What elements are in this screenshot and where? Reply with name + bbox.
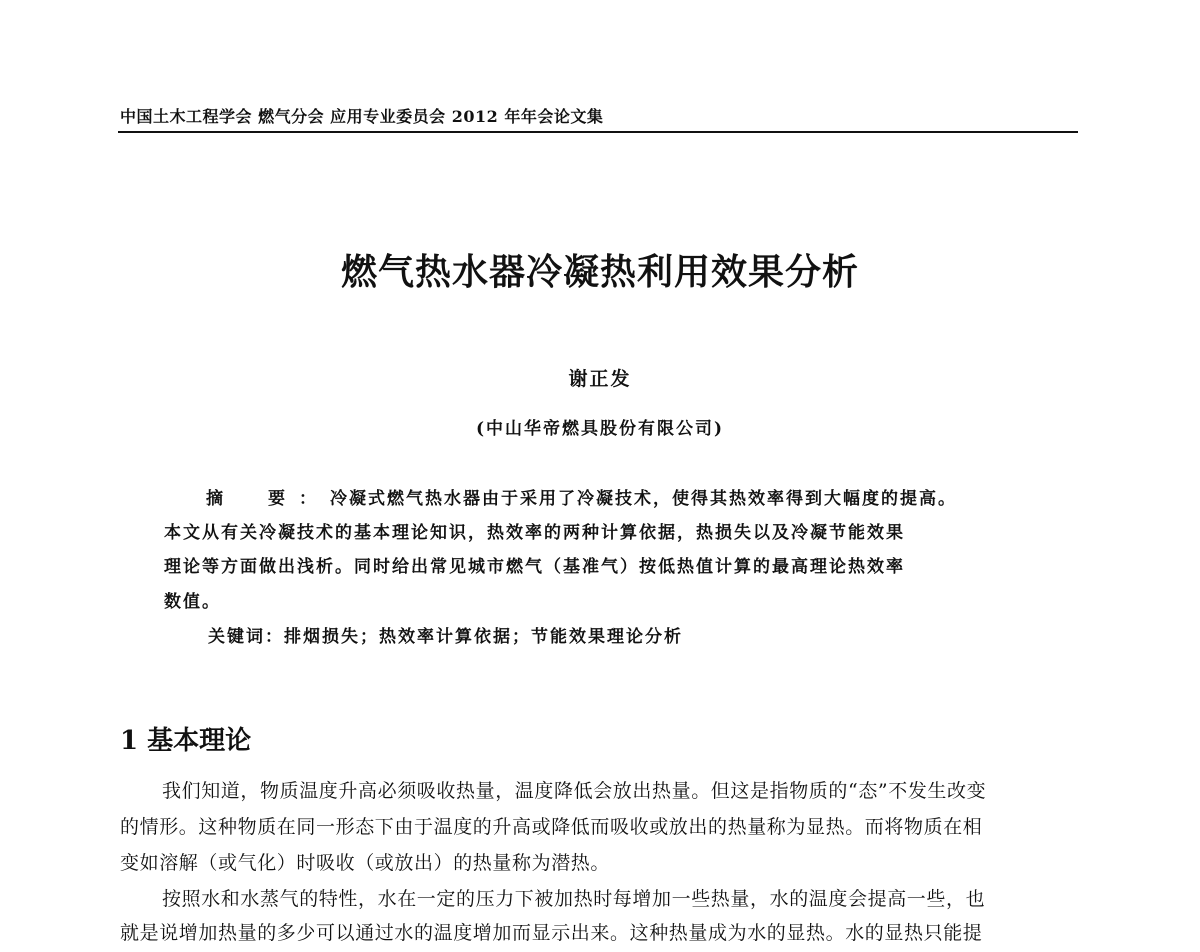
keywords-label: 关键词： <box>208 627 284 647</box>
running-head: 中国土木工程学会 燃气分会 应用专业委员会 2012 年年会论文集 <box>120 107 604 126</box>
body-line: 的情形。这种物质在同一形态下由于温度的升高或降低而吸收或放出的热量称为显热。而将物质在相 <box>120 816 983 838</box>
section-heading: 1 基本理论 <box>120 726 252 756</box>
body-line: 按照水和水蒸气的特性，水在一定的压力下被加热时每增加一些热量，水的温度会提高一些，也 <box>162 888 986 910</box>
abstract-line <box>164 484 1086 509</box>
abstract-line: 理论等方面做出浅析。同时给出常见城市燃气（基准气）按低热值计算的最高理论热效率 <box>164 557 905 577</box>
abstract-line: 本文从有关冷凝技术的基本理论知识，热效率的两种计算依据，热损失以及冷凝节能效果 <box>164 523 905 543</box>
author-name: 谢正发 <box>568 368 632 390</box>
keywords-text: 排烟损失；热效率计算依据；节能效果理论分析 <box>284 627 683 647</box>
abstract-line: 数值。 <box>164 592 221 612</box>
paper-title: 燃气热水器冷凝热利用效果分析 <box>340 251 859 293</box>
body-line: 变如溶解（或气化）时吸收（或放出）的热量称为潜热。 <box>120 852 611 874</box>
author-affiliation: (中山华帝燃具股份有限公司) <box>475 419 725 439</box>
abstract-label: 摘 要： <box>206 489 330 509</box>
abstract-text: 冷凝式燃气热水器由于采用了冷凝技术，使得其热效率得到大幅度的提高。 <box>330 489 957 509</box>
header-rule <box>118 131 1078 133</box>
body-line: 我们知道，物质温度升高必须吸收热量，温度降低会放出热量。但这是指物质的“态”不发生改变 <box>162 780 987 802</box>
body-line: 就是说增加热量的多少可以通过水的温度增加而显示出来。这种热量成为水的显热。水的显热只能提 <box>120 922 983 944</box>
keywords-line <box>208 622 683 647</box>
